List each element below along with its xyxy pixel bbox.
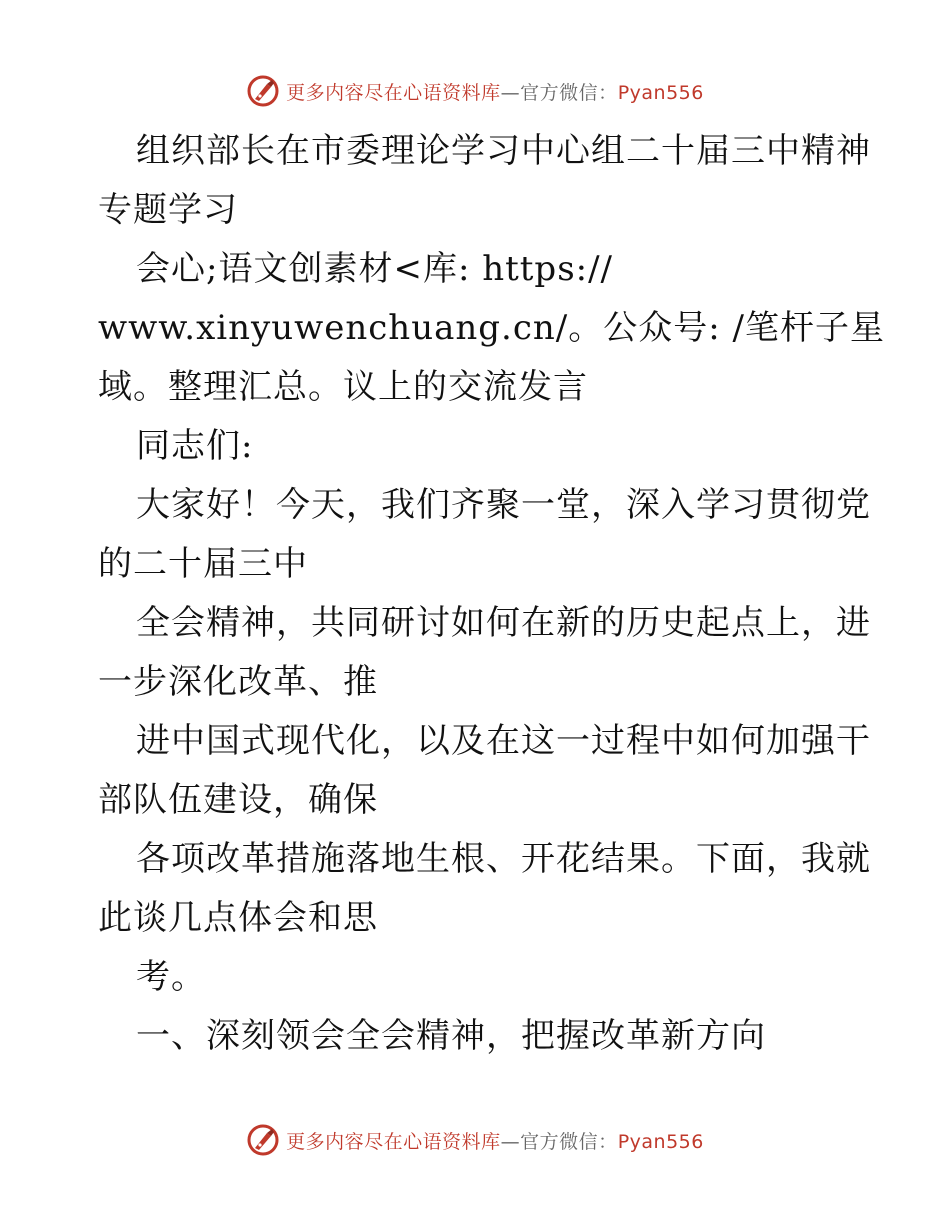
document-body: [98, 122, 885, 1066]
paragraph-line: 部队伍建设，确保: [98, 780, 378, 820]
paragraph-line: 考。: [136, 957, 206, 997]
paragraph-line: 此谈几点体会和思: [98, 898, 378, 938]
paragraph-line: 进中国式现代化，以及在这一过程中如何加强干: [136, 721, 871, 761]
footer-banner: [0, 1120, 950, 1160]
header-banner: [0, 71, 950, 111]
source-line-1: 会心;语文创素材<库: https://: [136, 249, 614, 289]
title-line-2: 专题学习: [98, 190, 238, 230]
paragraph-line: 全会精神，共同研讨如何在新的历史起点上，进: [136, 603, 871, 643]
title-line-1: 组织部长在市委理论学习中心组二十届三中精神: [136, 131, 871, 171]
footer-banner-text: 更多内容尽在心语资料库—官方微信：Pyan556: [286, 1130, 704, 1153]
section-heading: 一、深刻领会全会精神，把握改革新方向: [136, 1016, 766, 1056]
header-banner-text: 更多内容尽在心语资料库—官方微信：Pyan556: [286, 81, 704, 104]
paragraph-line: 大家好！今天，我们齐聚一堂，深入学习贯彻党: [136, 485, 871, 525]
source-line-3: 域。整理汇总。议上的交流发言: [98, 367, 588, 407]
source-line-2: www.xinyuwenchuang.cn/。公众号: /笔杆子星: [98, 308, 885, 348]
salutation: 同志们:: [136, 426, 254, 466]
paragraph-line: 一步深化改革、推: [98, 662, 378, 702]
pen-nib-logo-icon: [246, 1123, 280, 1157]
paragraph-line: 各项改革措施落地生根、开花结果。下面，我就: [136, 839, 871, 879]
paragraph-line: 的二十届三中: [98, 544, 308, 584]
pen-nib-logo-icon: [246, 74, 280, 108]
